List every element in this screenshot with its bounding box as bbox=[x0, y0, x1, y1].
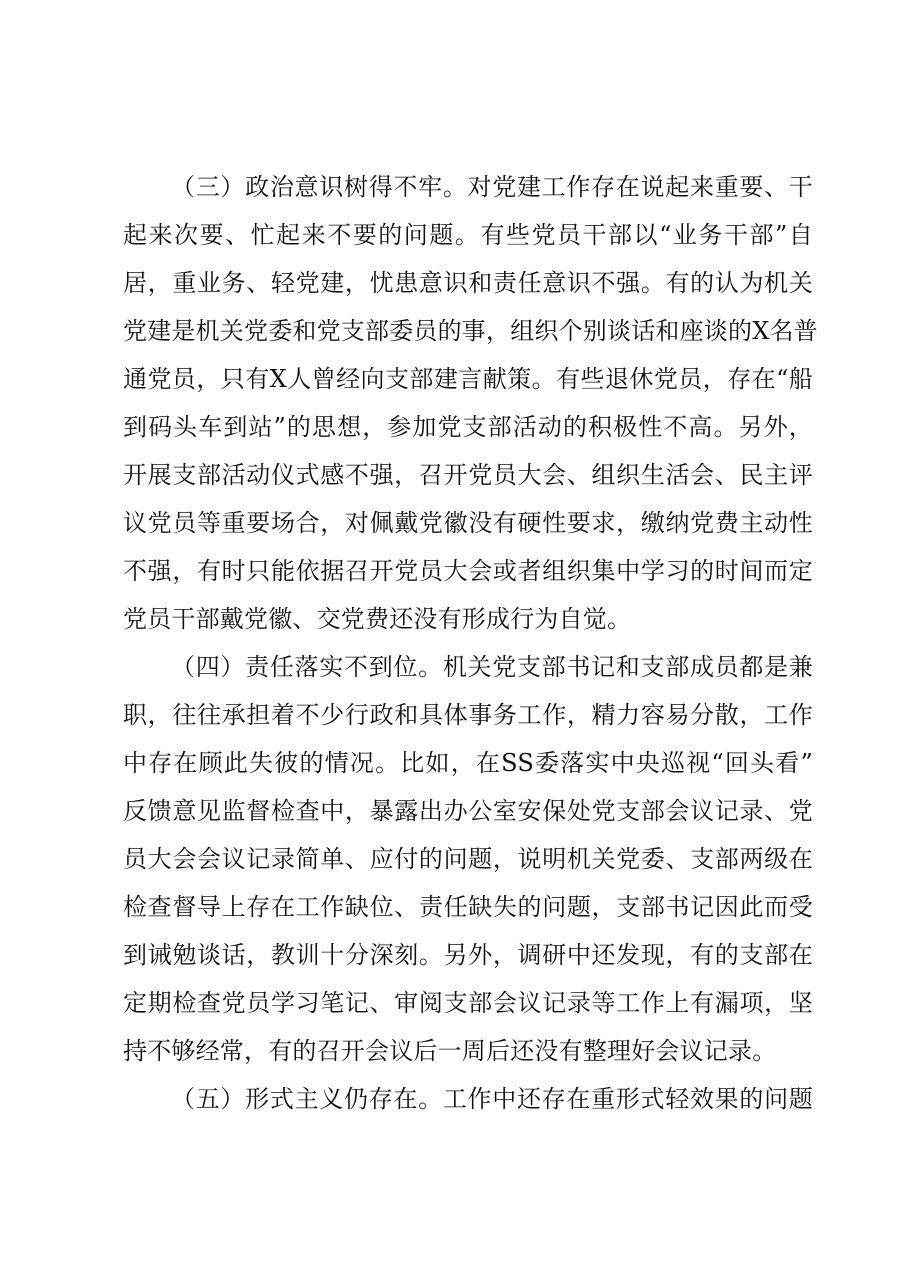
text-line: （三）政治意识树得不牢。对党建工作存在说起来重要、干 bbox=[171, 173, 813, 201]
text-line: 持不够经常，有的召开会议后一周后还没有整理好会议记录。 bbox=[123, 1037, 777, 1065]
text-line: 党员干部戴党徽、交党费还没有形成行为自觉。 bbox=[123, 605, 632, 633]
paragraph-section-5 bbox=[123, 1075, 813, 1123]
text-line: 检查督导上存在工作缺位、责任缺失的问题，支部书记因此而受 bbox=[123, 893, 813, 921]
paragraph-section-3 bbox=[123, 163, 818, 643]
text-line: 中存在顾此失彼的情况。比如，在SS委落实中央巡视“回头看” bbox=[123, 749, 813, 777]
text-line: 起来次要、忙起来不要的问题。有些党员干部以“业务干部”自 bbox=[123, 221, 813, 249]
document-body bbox=[123, 163, 818, 1123]
text-line: 不强，有时只能依据召开党员大会或者组织集中学习的时间而定 bbox=[123, 557, 813, 585]
text-line: 到码头车到站”的思想，参加党支部活动的积极性不高。另外， bbox=[123, 413, 813, 441]
text-line: （五）形式主义仍存在。工作中还存在重形式轻效果的问题 bbox=[171, 1085, 813, 1113]
text-line: 居，重业务、轻党建，忧患意识和责任意识不强。有的认为机关 bbox=[123, 269, 813, 297]
text-line: 到诫勉谈话，教训十分深刻。另外，调研中还发现，有的支部在 bbox=[123, 941, 813, 969]
text-line: 员大会会议记录简单、应付的问题，说明机关党委、支部两级在 bbox=[123, 845, 813, 873]
text-line: 通党员，只有X人曾经向支部建言献策。有些退休党员，存在“船 bbox=[123, 365, 813, 393]
paragraph-section-4 bbox=[123, 643, 813, 1075]
text-line: 开展支部活动仪式感不强，召开党员大会、组织生活会、民主评 bbox=[123, 461, 813, 489]
text-line: 定期检查党员学习笔记、审阅支部会议记录等工作上有漏项，坚 bbox=[123, 989, 813, 1017]
text-line: 议党员等重要场合，对佩戴党徽没有硬性要求，缴纳党费主动性 bbox=[123, 509, 813, 537]
text-line: 反馈意见监督检查中，暴露出办公室安保处党支部会议记录、党 bbox=[123, 797, 813, 825]
text-line: （四）责任落实不到位。机关党支部书记和支部成员都是兼 bbox=[171, 653, 813, 681]
text-line: 职，往往承担着不少行政和具体事务工作，精力容易分散，工作 bbox=[123, 701, 813, 729]
text-line: 党建是机关党委和党支部委员的事，组织个别谈话和座谈的X名普 bbox=[123, 317, 818, 345]
